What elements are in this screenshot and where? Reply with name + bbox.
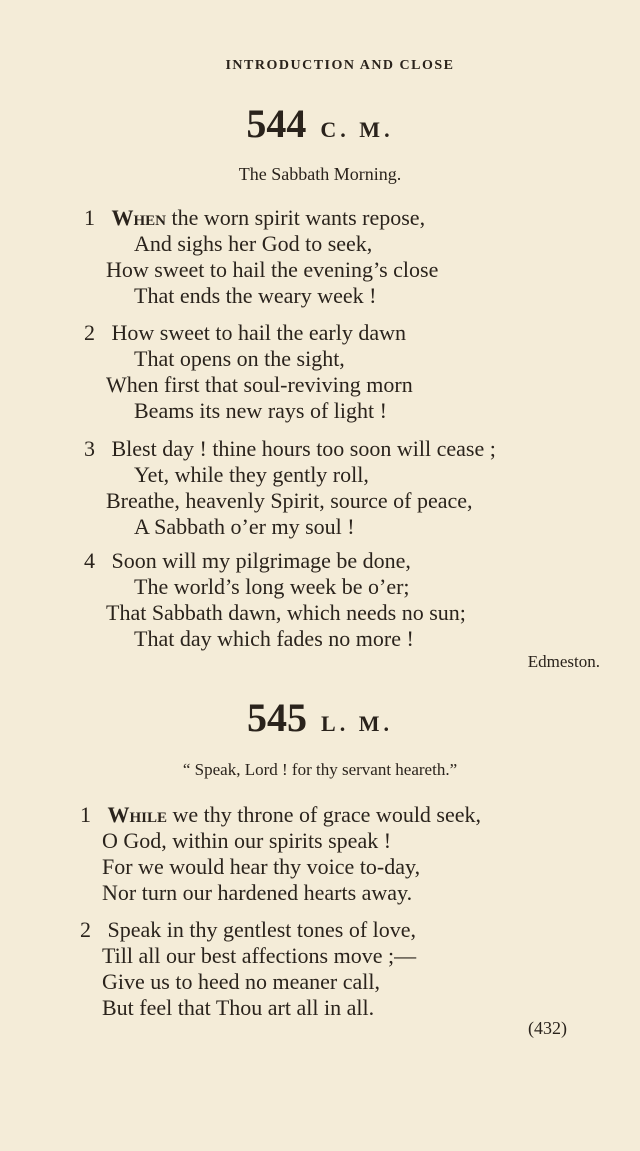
- stanza-line: Beams its new rays of light !: [134, 398, 387, 423]
- stanza-number: 1: [80, 802, 91, 827]
- hymn-meter: L. M.: [321, 711, 393, 736]
- stanza-line: A Sabbath o’er my soul !: [134, 514, 355, 539]
- stanza-line: Breathe, heavenly Spirit, source of peace,: [106, 488, 473, 513]
- stanza-line: That Sabbath dawn, which needs no sun;: [106, 600, 466, 625]
- stanza-line: That ends the weary week !: [134, 283, 377, 308]
- hymn-title: “ Speak, Lord ! for thy servant heareth.”: [182, 760, 458, 779]
- stanza-number: 4: [84, 548, 95, 573]
- hymn-number: 545: [247, 695, 308, 740]
- stanza-lead-word: When: [111, 205, 167, 230]
- stanza-line: When first that soul-reviving morn: [106, 372, 413, 397]
- line-text: How sweet to hail the early dawn: [111, 320, 406, 345]
- line-text: we thy throne of grace would seek,: [172, 802, 482, 827]
- stanza-number: 2: [80, 917, 91, 942]
- stanza-line: The world’s long week be o’er;: [134, 574, 410, 599]
- stanza-number: 1: [84, 205, 95, 230]
- stanza-line: Give us to heed no meaner call,: [102, 969, 380, 994]
- stanza-line: Nor turn our hardened hearts away.: [102, 880, 413, 905]
- stanza-line: How sweet to hail the evening’s close: [106, 257, 439, 282]
- hymn-author: Edmeston.: [527, 652, 600, 671]
- stanza-2: [84, 320, 604, 424]
- stanza-4: [84, 548, 604, 652]
- stanza-line: And sighs her God to seek,: [134, 231, 373, 256]
- stanza-line: But feel that Thou art all in all.: [102, 995, 375, 1020]
- stanza-lead-word: While: [107, 802, 168, 827]
- hymn-title: The Sabbath Morning.: [238, 164, 402, 184]
- stanza-line: [84, 436, 604, 462]
- line-text: Speak in thy gentlest tones of love,: [107, 917, 417, 942]
- stanza-1: [80, 802, 600, 906]
- stanza-line: O God, within our spirits speak !: [102, 828, 392, 853]
- stanza-line: [80, 802, 600, 828]
- line-text: Soon will my pilgrimage be done,: [111, 548, 411, 573]
- page-number: (432): [528, 1018, 567, 1038]
- stanza-2: [80, 917, 600, 1021]
- hymn-544-heading: [0, 100, 640, 147]
- stanza-line: Yet, while they gently roll,: [134, 462, 369, 487]
- stanza-3: [84, 436, 604, 540]
- running-head: INTRODUCTION AND CLOSE: [225, 58, 455, 73]
- stanza-line: [84, 320, 604, 346]
- hymn-545-heading: [0, 694, 640, 741]
- stanza-line: That opens on the sight,: [134, 346, 345, 371]
- stanza-line: That day which fades no more !: [134, 626, 414, 651]
- line-text: the worn spirit wants repose,: [171, 205, 426, 230]
- stanza-line: Till all our best affections move ;—: [102, 943, 417, 968]
- stanza-line: [80, 917, 600, 943]
- stanza-line: [84, 548, 604, 574]
- hymn-number: 544: [246, 101, 307, 146]
- stanza-1: [84, 205, 604, 309]
- hymn-meter: C. M.: [320, 117, 394, 142]
- stanza-number: 2: [84, 320, 95, 345]
- line-text: Blest day ! thine hours too soon will cease ;: [111, 436, 496, 461]
- stanza-line: [84, 205, 604, 231]
- stanza-line: For we would hear thy voice to-day,: [102, 854, 421, 879]
- stanza-number: 3: [84, 436, 95, 461]
